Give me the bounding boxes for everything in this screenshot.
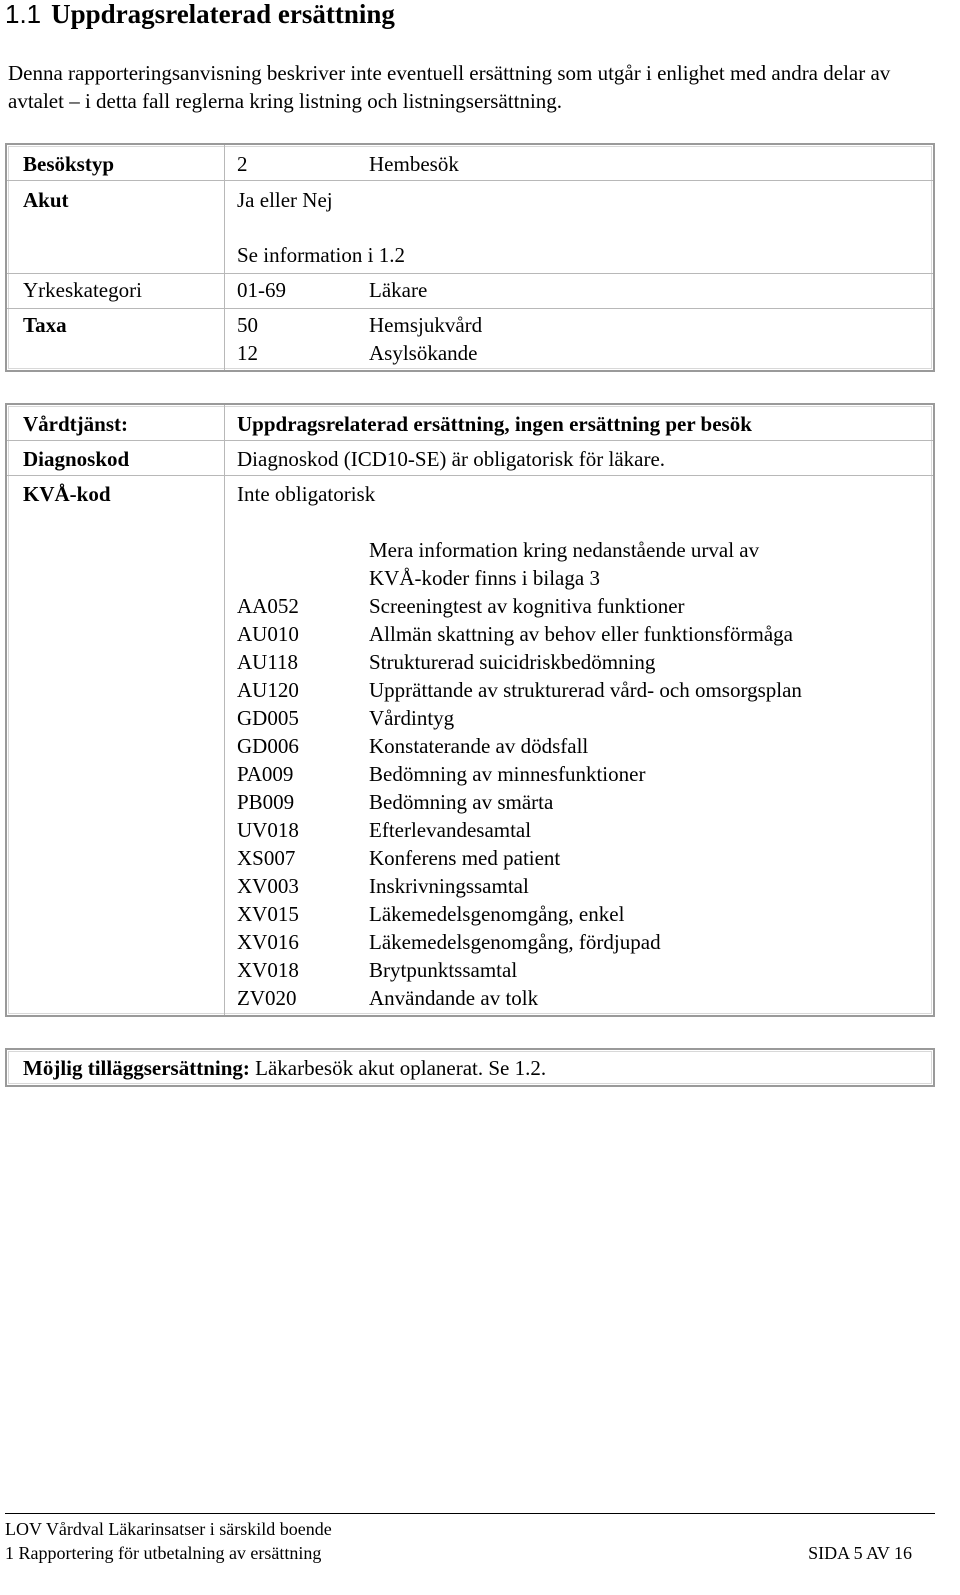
kva-code: XV018 — [237, 958, 299, 982]
kva-code: XS007 — [237, 846, 296, 870]
row-divider — [7, 180, 933, 181]
column-divider — [224, 405, 225, 1015]
footer-document-title: LOV Vårdval Läkarinsatser i särskild boende — [5, 1519, 332, 1539]
taxa-text: Hemsjukvård — [369, 313, 483, 337]
kva-code-description: Konstaterande av dödsfall — [369, 734, 589, 758]
row-divider — [7, 440, 933, 441]
kva-code-description: Upprättande av strukturerad vård- och omsorgsplan — [369, 678, 802, 702]
kva-code: GD006 — [237, 734, 299, 758]
kva-code: XV016 — [237, 930, 299, 954]
kva-code-description: Brytpunktssamtal — [369, 958, 518, 982]
supplement-text — [23, 1054, 546, 1082]
supplement-label: Möjlig tilläggsersättning: — [23, 1056, 250, 1080]
kva-code: AU120 — [237, 678, 299, 702]
yrkeskategori-text: Läkare — [369, 278, 428, 302]
section-number: 1.1 — [5, 0, 42, 29]
kva-code-description: Allmän skattning av behov eller funktionsförmåga — [369, 622, 793, 646]
kva-code: AA052 — [237, 594, 299, 618]
visit-type-table — [5, 143, 935, 372]
column-divider — [224, 145, 225, 370]
service-table — [5, 403, 935, 1017]
footer-section-title: 1 Rapportering för utbetalning av ersättning — [5, 1543, 322, 1563]
taxa-label: Taxa — [23, 313, 67, 337]
kva-code-description: Konferens med patient — [369, 846, 561, 870]
kva-code-description: Användande av tolk — [369, 986, 539, 1010]
kva-code: PA009 — [237, 762, 294, 786]
diagnoskod-value: Diagnoskod (ICD10-SE) är obligatorisk för läkare. — [237, 447, 666, 471]
taxa-text: Asylsökande — [369, 341, 478, 365]
kva-code-description: Vårdintyg — [369, 706, 455, 730]
kva-code-description: Efterlevandesamtal — [369, 818, 532, 842]
kva-code: ZV020 — [237, 986, 297, 1010]
yrkeskategori-label: Yrkeskategori — [23, 278, 142, 302]
kva-code: PB009 — [237, 790, 295, 814]
kva-info-line: KVÅ-koder finns i bilaga 3 — [369, 566, 600, 590]
diagnoskod-label: Diagnoskod — [23, 447, 130, 471]
kva-code: XV003 — [237, 874, 299, 898]
kva-code: AU010 — [237, 622, 299, 646]
footer-divider — [5, 1513, 935, 1514]
taxa-code: 12 — [237, 341, 258, 365]
section-heading — [5, 0, 395, 31]
akut-value: Ja eller Nej — [237, 188, 333, 212]
kva-code: UV018 — [237, 818, 299, 842]
yrkeskategori-code: 01-69 — [237, 278, 286, 302]
kva-code-description: Läkemedelsgenomgång, fördjupad — [369, 930, 661, 954]
besokstyp-code: 2 — [237, 152, 248, 176]
kva-code-description: Inskrivningssamtal — [369, 874, 529, 898]
row-divider — [7, 273, 933, 274]
kva-code: GD005 — [237, 706, 299, 730]
supplement-box — [5, 1048, 935, 1087]
kva-code-description: Läkemedelsgenomgång, enkel — [369, 902, 625, 926]
kva-info-line: Mera information kring nedanstående urval av — [369, 538, 760, 562]
kva-label: KVÅ-kod — [23, 482, 111, 506]
besokstyp-label: Besökstyp — [23, 152, 115, 176]
akut-label: Akut — [23, 188, 69, 212]
kva-code-description: Bedömning av minnesfunktioner — [369, 762, 646, 786]
kva-value: Inte obligatorisk — [237, 482, 376, 506]
row-divider — [7, 475, 933, 476]
footer-page-number: SIDA 5 AV 16 — [808, 1543, 912, 1563]
vardtjanst-value: Uppdragsrelaterad ersättning, ingen ersättning per besök — [237, 412, 752, 436]
row-divider — [7, 308, 933, 309]
kva-code-description: Screeningtest av kognitiva funktioner — [369, 594, 685, 618]
kva-code: XV015 — [237, 902, 299, 926]
intro-paragraph: Denna rapporteringsanvisning beskriver inte eventuell ersättning som utgår i enlighet med andra delar av avtalet – i detta fall reglerna kring listning och listningsersättning. — [8, 61, 891, 113]
besokstyp-text: Hembesök — [369, 152, 459, 176]
supplement-value: Läkarbesök akut oplanerat. Se 1.2. — [249, 1056, 547, 1080]
vardtjanst-label: Vårdtjänst: — [23, 412, 128, 436]
section-title: Uppdragsrelaterad ersättning — [51, 0, 395, 29]
akut-note: Se information i 1.2 — [237, 243, 405, 267]
kva-code-description: Strukturerad suicidriskbedömning — [369, 650, 656, 674]
kva-code: AU118 — [237, 650, 299, 674]
taxa-code: 50 — [237, 313, 258, 337]
kva-code-description: Bedömning av smärta — [369, 790, 554, 814]
